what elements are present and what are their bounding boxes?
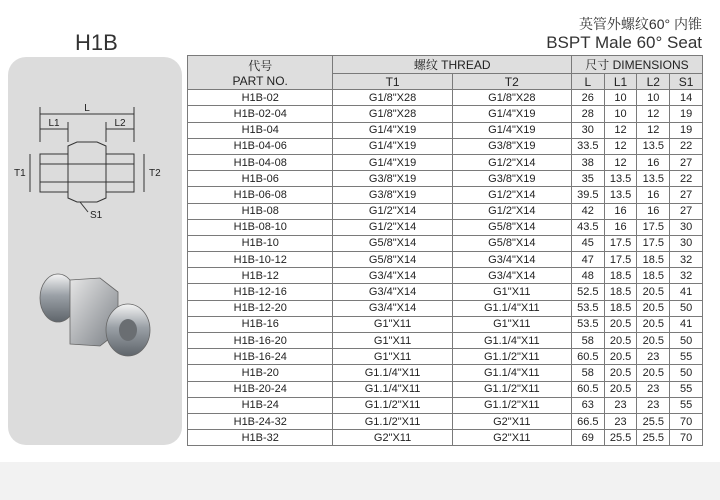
table-cell: G3/8"X19 [333,171,452,187]
table-cell: G3/8"X19 [452,138,571,154]
table-cell: G1/8"X28 [333,90,452,106]
table-cell: 23 [604,413,637,429]
left-thread [40,154,68,192]
table-cell: 13.5 [604,187,637,203]
table-cell: 60.5 [571,381,604,397]
table-cell: 12 [604,154,637,170]
table-cell: 12 [637,122,670,138]
table-cell: H1B-16 [188,316,333,332]
table-cell: 26 [571,90,604,106]
table-row [188,90,703,106]
table-cell: 55 [670,397,703,413]
table-cell: H1B-08-10 [188,219,333,235]
table-cell: G2"X11 [333,430,452,446]
table-cell: 53.5 [571,300,604,316]
hex-body [68,142,106,202]
table-cell: H1B-24 [188,397,333,413]
table-cell: 27 [670,187,703,203]
table-row [188,430,703,446]
table-row [188,316,703,332]
table-cell: 20.5 [637,300,670,316]
dimensions-header: 尺寸 DIMENSIONS [571,56,702,74]
table-cell: 18.5 [637,252,670,268]
part-code: H1B [75,30,118,55]
table-cell: H1B-02 [188,90,333,106]
table-cell: 45 [571,235,604,251]
table-cell: 17.5 [604,252,637,268]
table-row [188,171,703,187]
table-cell: 32 [670,268,703,284]
table-cell: 18.5 [604,268,637,284]
table-cell: 16 [637,187,670,203]
table-row [188,203,703,219]
table-cell: 20.5 [604,349,637,365]
table-cell: 58 [571,365,604,381]
table-cell: H1B-10 [188,235,333,251]
table-cell: 52.5 [571,284,604,300]
table-cell: 23 [637,381,670,397]
table-cell: 22 [670,138,703,154]
col-L2: L2 [637,74,670,90]
table-cell: 25.5 [604,430,637,446]
col-T1: T1 [333,74,452,90]
table-cell: 66.5 [571,413,604,429]
table-cell: 58 [571,333,604,349]
table-cell: H1B-16-24 [188,349,333,365]
table-cell: H1B-24-32 [188,413,333,429]
table-cell: 63 [571,397,604,413]
table-cell: 10 [604,106,637,122]
table-cell: G1"X11 [333,349,452,365]
label-L: L [84,103,90,114]
table-cell: 60.5 [571,349,604,365]
table-cell: 25.5 [637,430,670,446]
table-cell: 48 [571,268,604,284]
table-cell: H1B-20 [188,365,333,381]
table-cell: 39.5 [571,187,604,203]
table-cell: G1/2"X14 [452,154,571,170]
table-row [188,268,703,284]
table-cell: G1/8"X28 [333,106,452,122]
table-cell: G3/4"X14 [452,268,571,284]
table-cell: G3/8"X19 [333,187,452,203]
table-cell: G3/4"X14 [333,268,452,284]
table-cell: 19 [670,122,703,138]
table-cell: 27 [670,203,703,219]
table-cell: G1.1/2"X11 [333,413,452,429]
table-cell: 12 [604,138,637,154]
table-cell: 19 [670,106,703,122]
table-cell: G1.1/2"X11 [452,349,571,365]
leader-S1 [80,202,88,212]
table-row [188,154,703,170]
table-cell: G1.1/4"X11 [452,333,571,349]
table-cell: G5/8"X14 [452,235,571,251]
table-cell: 30 [670,219,703,235]
table-cell: 25.5 [637,413,670,429]
table-row [188,138,703,154]
table-cell: G1.1/2"X11 [452,397,571,413]
table-cell: 55 [670,381,703,397]
table-cell: G1.1/2"X11 [333,397,452,413]
table-cell: 20.5 [637,316,670,332]
table-cell: 50 [670,300,703,316]
table-row [188,333,703,349]
table-cell: G1.1/4"X11 [452,300,571,316]
table-cell: 70 [670,430,703,446]
table-cell: 20.5 [604,333,637,349]
label-S1: S1 [90,210,103,221]
table-cell: 27 [670,154,703,170]
part-no-header-en: PART NO. [232,74,288,89]
table-row [188,235,703,251]
table-cell: G1"X11 [333,316,452,332]
table-cell: G5/8"X14 [333,235,452,251]
table-cell: G3/8"X19 [452,171,571,187]
table-cell: G3/4"X14 [333,284,452,300]
technical-drawing [12,102,176,227]
table-cell: 10 [604,90,637,106]
table-cell: 20.5 [637,365,670,381]
table-row [188,219,703,235]
table-cell: 20.5 [637,284,670,300]
table-cell: 69 [571,430,604,446]
table-row [188,284,703,300]
table-cell: G1/4"X19 [333,138,452,154]
table-cell: 53.5 [571,316,604,332]
table-cell: 12 [637,106,670,122]
table-cell: H1B-08 [188,203,333,219]
label-T1: T1 [14,168,26,179]
table-row [188,349,703,365]
table-cell: 41 [670,284,703,300]
table-cell: H1B-04-06 [188,138,333,154]
table-cell: 50 [670,333,703,349]
footer-band [0,462,720,500]
table-cell: 17.5 [637,235,670,251]
table-row [188,397,703,413]
table-cell: 50 [670,365,703,381]
page-title [546,16,702,53]
table-cell: 28 [571,106,604,122]
table-row [188,252,703,268]
title-en: BSPT Male 60° Seat [546,33,702,52]
table-cell: H1B-04 [188,122,333,138]
table-cell: G1/4"X19 [333,122,452,138]
table-cell: 55 [670,349,703,365]
label-L1: L1 [48,118,60,129]
table-cell: G1.1/4"X11 [452,365,571,381]
table-cell: 20.5 [604,365,637,381]
table-cell: 20.5 [604,381,637,397]
table-cell: 20.5 [604,316,637,332]
table-cell: 23 [604,397,637,413]
table-cell: 13.5 [604,171,637,187]
col-L1: L1 [604,74,637,90]
table-cell: 23 [637,397,670,413]
table-row [188,187,703,203]
table-cell: G1/2"X14 [452,187,571,203]
table-row [188,381,703,397]
table-cell: G1"X11 [333,333,452,349]
table-row [188,106,703,122]
table-cell: 38 [571,154,604,170]
title-cn: 英管外螺纹60° 内锥 [578,16,702,32]
table-cell: H1B-10-12 [188,252,333,268]
table-cell: H1B-20-24 [188,381,333,397]
table-cell: 30 [571,122,604,138]
table-cell: G3/4"X14 [452,252,571,268]
right-thread [106,154,134,192]
table-row [188,365,703,381]
table-cell: 13.5 [637,138,670,154]
table-cell: 18.5 [604,300,637,316]
table-cell: G1/4"X19 [333,154,452,170]
table-cell: 16 [637,203,670,219]
table-row [188,413,703,429]
table-cell: H1B-06 [188,171,333,187]
table-cell: G1/2"X14 [452,203,571,219]
thread-header: 螺纹 THREAD [333,56,571,74]
table-cell: 41 [670,316,703,332]
table-cell: 35 [571,171,604,187]
table-cell: G5/8"X14 [452,219,571,235]
table-cell: 70 [670,413,703,429]
table-cell: 22 [670,171,703,187]
table-cell: 47 [571,252,604,268]
table-cell: 30 [670,235,703,251]
table-cell: H1B-04-08 [188,154,333,170]
table-cell: H1B-32 [188,430,333,446]
table-cell: G1/2"X14 [333,219,452,235]
table-cell: 20.5 [637,333,670,349]
fitting-photo [30,260,160,370]
table-cell: 13.5 [637,171,670,187]
table-cell: G3/4"X14 [333,300,452,316]
table-cell: G1"X11 [452,316,571,332]
table-cell: H1B-12-20 [188,300,333,316]
table-cell: 16 [637,154,670,170]
table-cell: 33.5 [571,138,604,154]
table-cell: G1.1/4"X11 [333,365,452,381]
label-T2: T2 [149,168,161,179]
table-cell: H1B-06-08 [188,187,333,203]
table-cell: 14 [670,90,703,106]
table-row [188,122,703,138]
table-cell: 18.5 [637,268,670,284]
table-cell: G2"X11 [452,430,571,446]
col-S1: S1 [670,74,703,90]
table-cell: G1.1/4"X11 [333,381,452,397]
col-T2: T2 [452,74,571,90]
table-cell: G1/4"X19 [452,106,571,122]
table-cell: 16 [604,203,637,219]
table-body [188,90,703,446]
table-cell: H1B-02-04 [188,106,333,122]
col-L: L [571,74,604,90]
table-cell: H1B-12 [188,268,333,284]
table-cell: G1/8"X28 [452,90,571,106]
table-cell: 16 [604,219,637,235]
table-cell: H1B-16-20 [188,333,333,349]
table-cell: 12 [604,122,637,138]
part-no-header-cn: 代号 [248,59,273,74]
table-cell: 42 [571,203,604,219]
table-cell: 10 [637,90,670,106]
table-cell: G2"X11 [452,413,571,429]
table-row [188,300,703,316]
part-no-header [188,56,333,90]
table-cell: 17.5 [604,235,637,251]
label-L2: L2 [114,118,126,129]
dimension-table [187,55,703,446]
table-cell: H1B-12-16 [188,284,333,300]
table-cell: G1/4"X19 [452,122,571,138]
table-cell: 43.5 [571,219,604,235]
table-cell: 23 [637,349,670,365]
table-cell: 17.5 [637,219,670,235]
table-cell: G5/8"X14 [333,252,452,268]
table-cell: G1/2"X14 [333,203,452,219]
table-cell: 18.5 [604,284,637,300]
table-cell: 32 [670,252,703,268]
table-cell: G1.1/2"X11 [452,381,571,397]
table-cell: G1"X11 [452,284,571,300]
